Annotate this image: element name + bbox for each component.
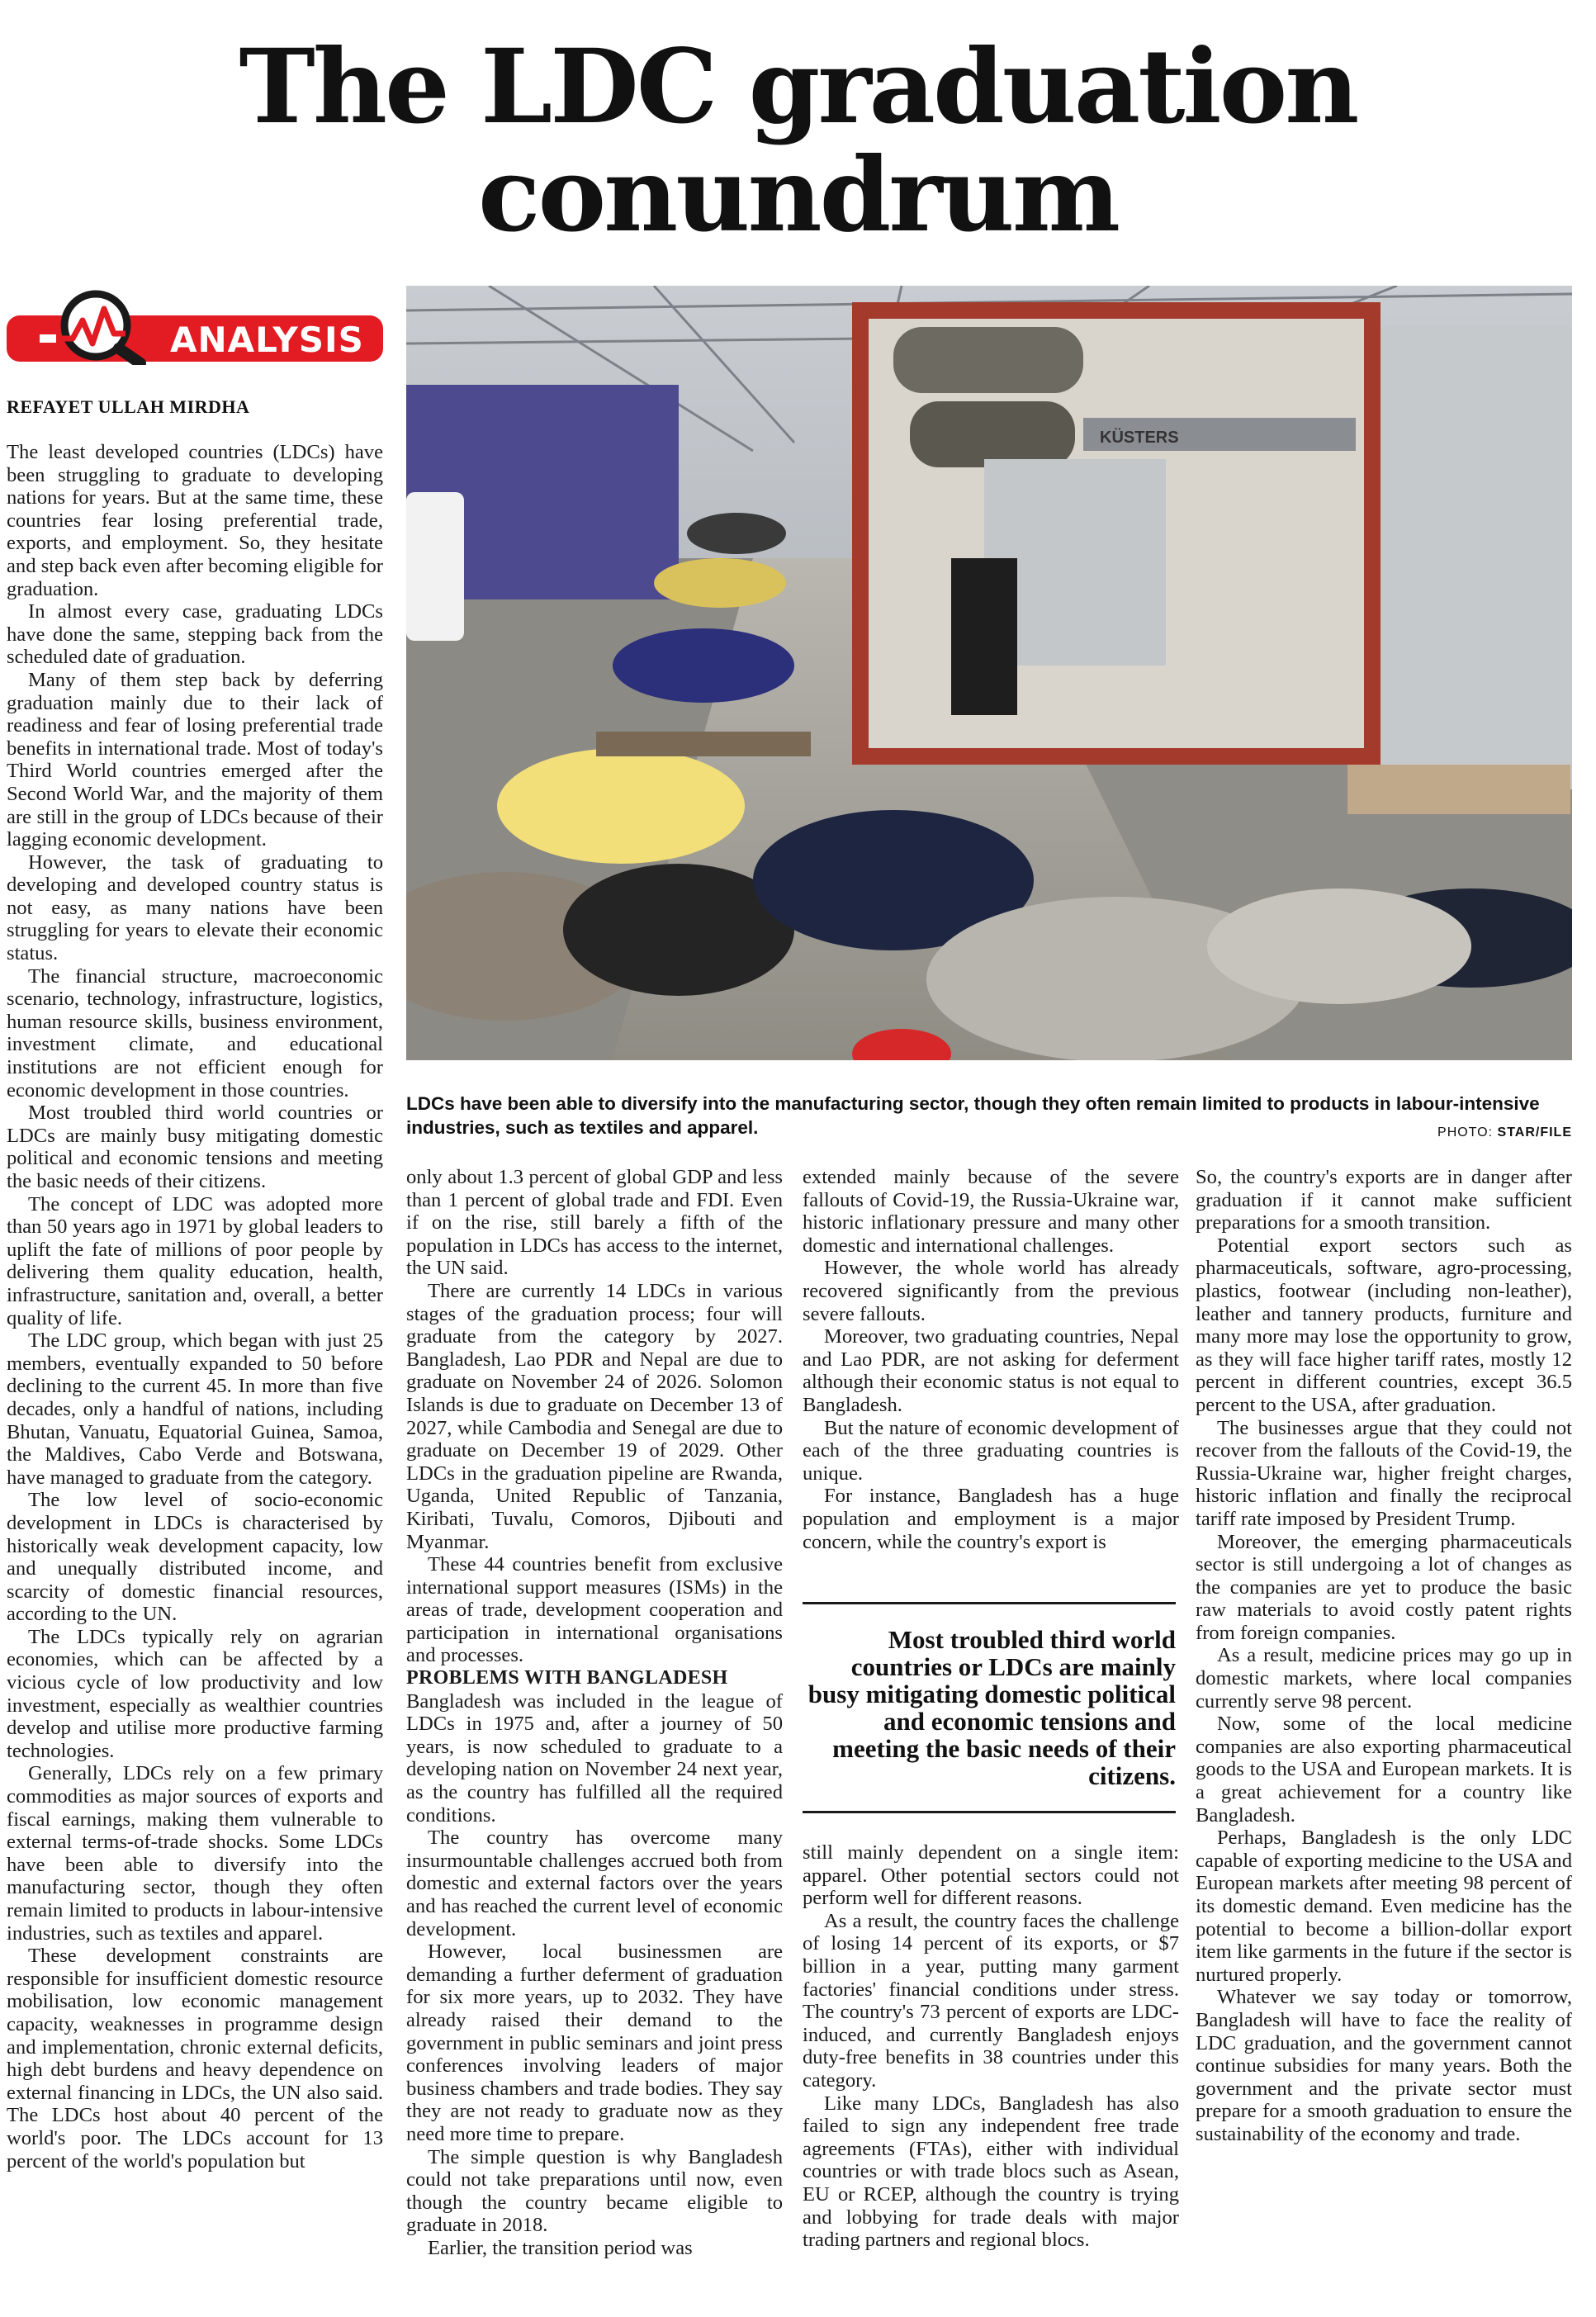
photo-credit-source: STAR/FILE [1497,1125,1572,1140]
paragraph: The low level of socio-economic development in LDCs is characterised by historically weak development capacity, low and unequally distributed income, and scarcity of domestic financial resources, according to the UN. [7,1489,383,1626]
paragraph: There are currently 14 LDCs in various stages of the graduation process; four will graduate from the category by 2027. Bangladesh, Lao PDR and Nepal are due to graduate on November 24 of 2026. Solomon Islands is due to graduate on December 13 of 2027, while Cambodia and Senegal are due to graduate on December 19 of 2029. Other LDCs in the graduation pipeline are Rwanda, Uganda, United Republic of Tanzania, Kiribati, Tuvalu, Comoros, Djibouti and Myanmar. [406,1279,783,1553]
subhead: PROBLEMS WITH BANGLADESH [406,1667,728,1689]
paragraph: However, the whole world has already recovered significantly from the previous severe fallouts. [803,1257,1179,1325]
paragraph: As a result, the country faces the challenge of losing 14 percent of its exports, or $7 billion in a year, putting many garment factories' financial conditions under stress. The country's 73 percent of exports are LDC-induced, and currently Bangladesh enjoys duty-free benefits in 38 countries under this category. [803,1909,1179,2092]
factory-photo [406,286,1572,1060]
paragraph: So, the country's exports are in danger after graduation if it cannot make sufficient preparations for a smooth transition. [1196,1166,1572,1234]
magnifier-chart-icon [40,289,163,365]
photo-credit [1437,1125,1572,1140]
paragraph: Most troubled third world countries or LDCs are mainly busy mitigating domestic political and economic tensions and meeting the basic needs of their citizens. [7,1102,383,1192]
headline-line-1: The LDC graduation [239,27,1357,147]
paragraph: The simple question is why Bangladesh could not take preparations until now, even though the country became eligible to graduate in 2018. [406,2145,783,2237]
paragraph: The financial structure, macroeconomic scenario, technology, infrastructure, logistics, human resource skills, business environment, investment climate, and educational institutions are not efficient enough for economic development in those countries. [7,964,383,1102]
column-1 [7,441,383,2172]
paragraph: Perhaps, Bangladesh is the only LDC capable of exporting medicine to the USA and European markets after meeting 98 percent of its domestic demand. Even medicine has the potential to become a billion-dollar export item like garments in the future if the sector is nurtured properly. [1196,1827,1572,1986]
paragraph: only about 1.3 percent of global GDP and less than 1 percent of global trade and FDI. Even if on the rise, still barely a fifth of the population in LDCs has access to the internet, the UN said. [406,1166,783,1280]
byline: REFAYET ULLAH MIRDHA [7,396,250,417]
paragraph: The country has overcome many insurmountable challenges accrued both from domestic and external factors over the years and has reached the current level of economic development. [406,1827,783,1940]
paragraph: These development constraints are responsible for insufficient domestic resource mobilisation, low economic management capacity, weaknesses in programme design and implementation, chronic external deficits, high debt burdens and heavy dependence on external financing in LDCs, the UN also said. The LDCs host about 40 percent of the world's poor. The LDCs account for 13 percent of the world's population but [7,1945,383,2172]
headline [0,27,1596,256]
paragraph: Many of them step back by deferring graduation mainly due to their lack of readiness and fear of losing preferential trade benefits in international trade. Most of today's Third World countries emerged after the Second World War, and the majority of them are still in the group of LDCs because of their lagging economic development. [7,668,383,851]
paragraph: Whatever we say today or tomorrow, Bangladesh will have to face the reality of LDC graduation, and the government cannot continue subsidies for many years. Both the government and the private sector must prepare for a smooth graduation to ensure the sustainability of the economy and trade. [1196,1986,1572,2145]
column-3 [803,1166,1179,1553]
paragraph: The concept of LDC was adopted more than 50 years ago in 1971 by global leaders to uplift the fate of millions of poor people by delivering them quality education, health, infrastructure, sanitation and, overall, a better quality of life. [7,1192,383,1329]
photo-caption: LDCs have been able to diversify into the manufacturing sector, though they often remain limited to products in labour-intensive industries, such as textiles and apparel. [406,1093,1540,1138]
column-4 [1196,1166,1572,2146]
paragraph: Moreover, two graduating countries, Nepal and Lao PDR, are not asking for deferment although their economic status is not equal to Bangladesh. [803,1325,1179,1416]
paragraph: As a result, medicine prices may go up in domestic markets, where local companies currently serve 98 percent. [1196,1644,1572,1713]
photo-credit-prefix: PHOTO: [1437,1125,1494,1140]
paragraph: Bangladesh was included in the league of LDCs in 1975 and, after a journey of 50 years, is now scheduled to graduate to a developing nation on November 24 next year, as the country has fulfilled all the required conditions. [406,1689,783,1827]
paragraph: For instance, Bangladesh has a huge population and employment is a major concern, while the country's export is [803,1485,1179,1553]
paragraph: The LDCs typically rely on agrarian economies, which can be affected by a vicious cycle of low productivity and low investment, especially as wealthier countries develop and utilise more productive farming technologies. [7,1625,383,1762]
paragraph: Earlier, the transition period was [428,2236,693,2259]
paragraph: These 44 countries benefit from exclusive international support measures (ISMs) in the areas of trade, development cooperation and participation in international organisations and processes. [406,1553,783,1667]
paragraph: The LDC group, which began with just 25 members, eventually expanded to 50 before declining to the current 45. In more than five decades, only a handful of nations, including Bhutan, Vanuatu, Equatorial Guinea, Samoa, the Maldives, Cabo Verde and Botswana, have managed to graduate from the category. [7,1329,383,1489]
textile-factory-illustration [406,286,1572,1060]
headline-line-2: conundrum [477,135,1119,256]
paragraph: Moreover, the emerging pharmaceuticals sector is still undergoing a lot of changes as the companies are yet to produce the basic raw materials to avoid costly patent rights from foreign companies. [1196,1530,1572,1644]
paragraph: The businesses argue that they could not recover from the fallouts of the Covid-19, the Russia-Ukraine war, higher freight charges, historic inflation and finally the reciprocal tariff rate imposed by President Trump. [1196,1416,1572,1530]
pull-quote [803,1602,1176,1813]
column-2 [406,1166,783,2260]
paragraph: However, the task of graduating to developing and developed country status is not easy, as many nations have been struggling for years to elevate their economic status. [7,851,383,965]
paragraph: However, local businessmen are demanding a further deferment of graduation for six more years, up to 2032. They have already raised their demand to the government in public seminars and joint press conferences involving leaders of major business chambers and trade bodies. They say they are not ready to graduate now as they need more time to prepare. [406,1940,783,2145]
paragraph: still mainly dependent on a single item: apparel. Other potential sectors could not perform well for different reasons. [803,1841,1179,1910]
paragraph: Now, some of the local medicine companies are also exporting pharmaceutical goods to the USA and European markets. It is a great achievement for a country like Bangladesh. [1196,1713,1572,1827]
pull-quote-text: Most troubled third world countries or LDCs are mainly busy mitigating domestic political and economic tensions and meeting the basic needs of their citizens. [807,1625,1176,1790]
paragraph: Potential export sectors such as pharmaceuticals, software, agro-processing, plastics, footwear (including non-leather), leather and tannery products, furniture and many more may lose the opportunity to grow, as they will face higher tariff rates, mostly 12 percent in different countries, except 36.5 percent to the USA, after graduation. [1196,1234,1572,1416]
paragraph: Like many LDCs, Bangladesh has also failed to sign any independent free trade agreements (FTAs), either with individual countries or with trade blocs such as Asean, EU or RCEP, although the country is trying and lobbying for trade deals with major trading partners and regional blocs. [803,2092,1179,2252]
paragraph: The least developed countries (LDCs) have been struggling to graduate to developing nations for years. But at the same time, these countries fear losing preferential trade, exports, and employment. So, they hesitate and step back even after becoming eligible for graduation. [7,441,383,600]
paragraph: Generally, LDCs rely on a few primary commodities as major sources of exports and fiscal earnings, making them vulnerable to external terms-of-trade shocks. Some LDCs have been able to diversify into the manufacturing sector, though they often remain limited to products in labour-intensive industries, such as textiles and apparel. [7,1762,383,1945]
machine-brand-label: KÜSTERS [1100,429,1179,447]
paragraph: extended mainly because of the severe fallouts of Covid-19, the Russia-Ukraine war, historic inflationary pressure and many other domestic and international challenges. [803,1166,1179,1257]
column-3-continued [803,1841,1179,2252]
section-tag: ANALYSIS [170,320,364,360]
paragraph: In almost every case, graduating LDCs have done the same, stepping back from the scheduled date of graduation. [7,600,383,669]
analysis-badge [7,289,385,365]
paragraph: But the nature of economic development of each of the three graduating countries is unique. [803,1416,1179,1485]
